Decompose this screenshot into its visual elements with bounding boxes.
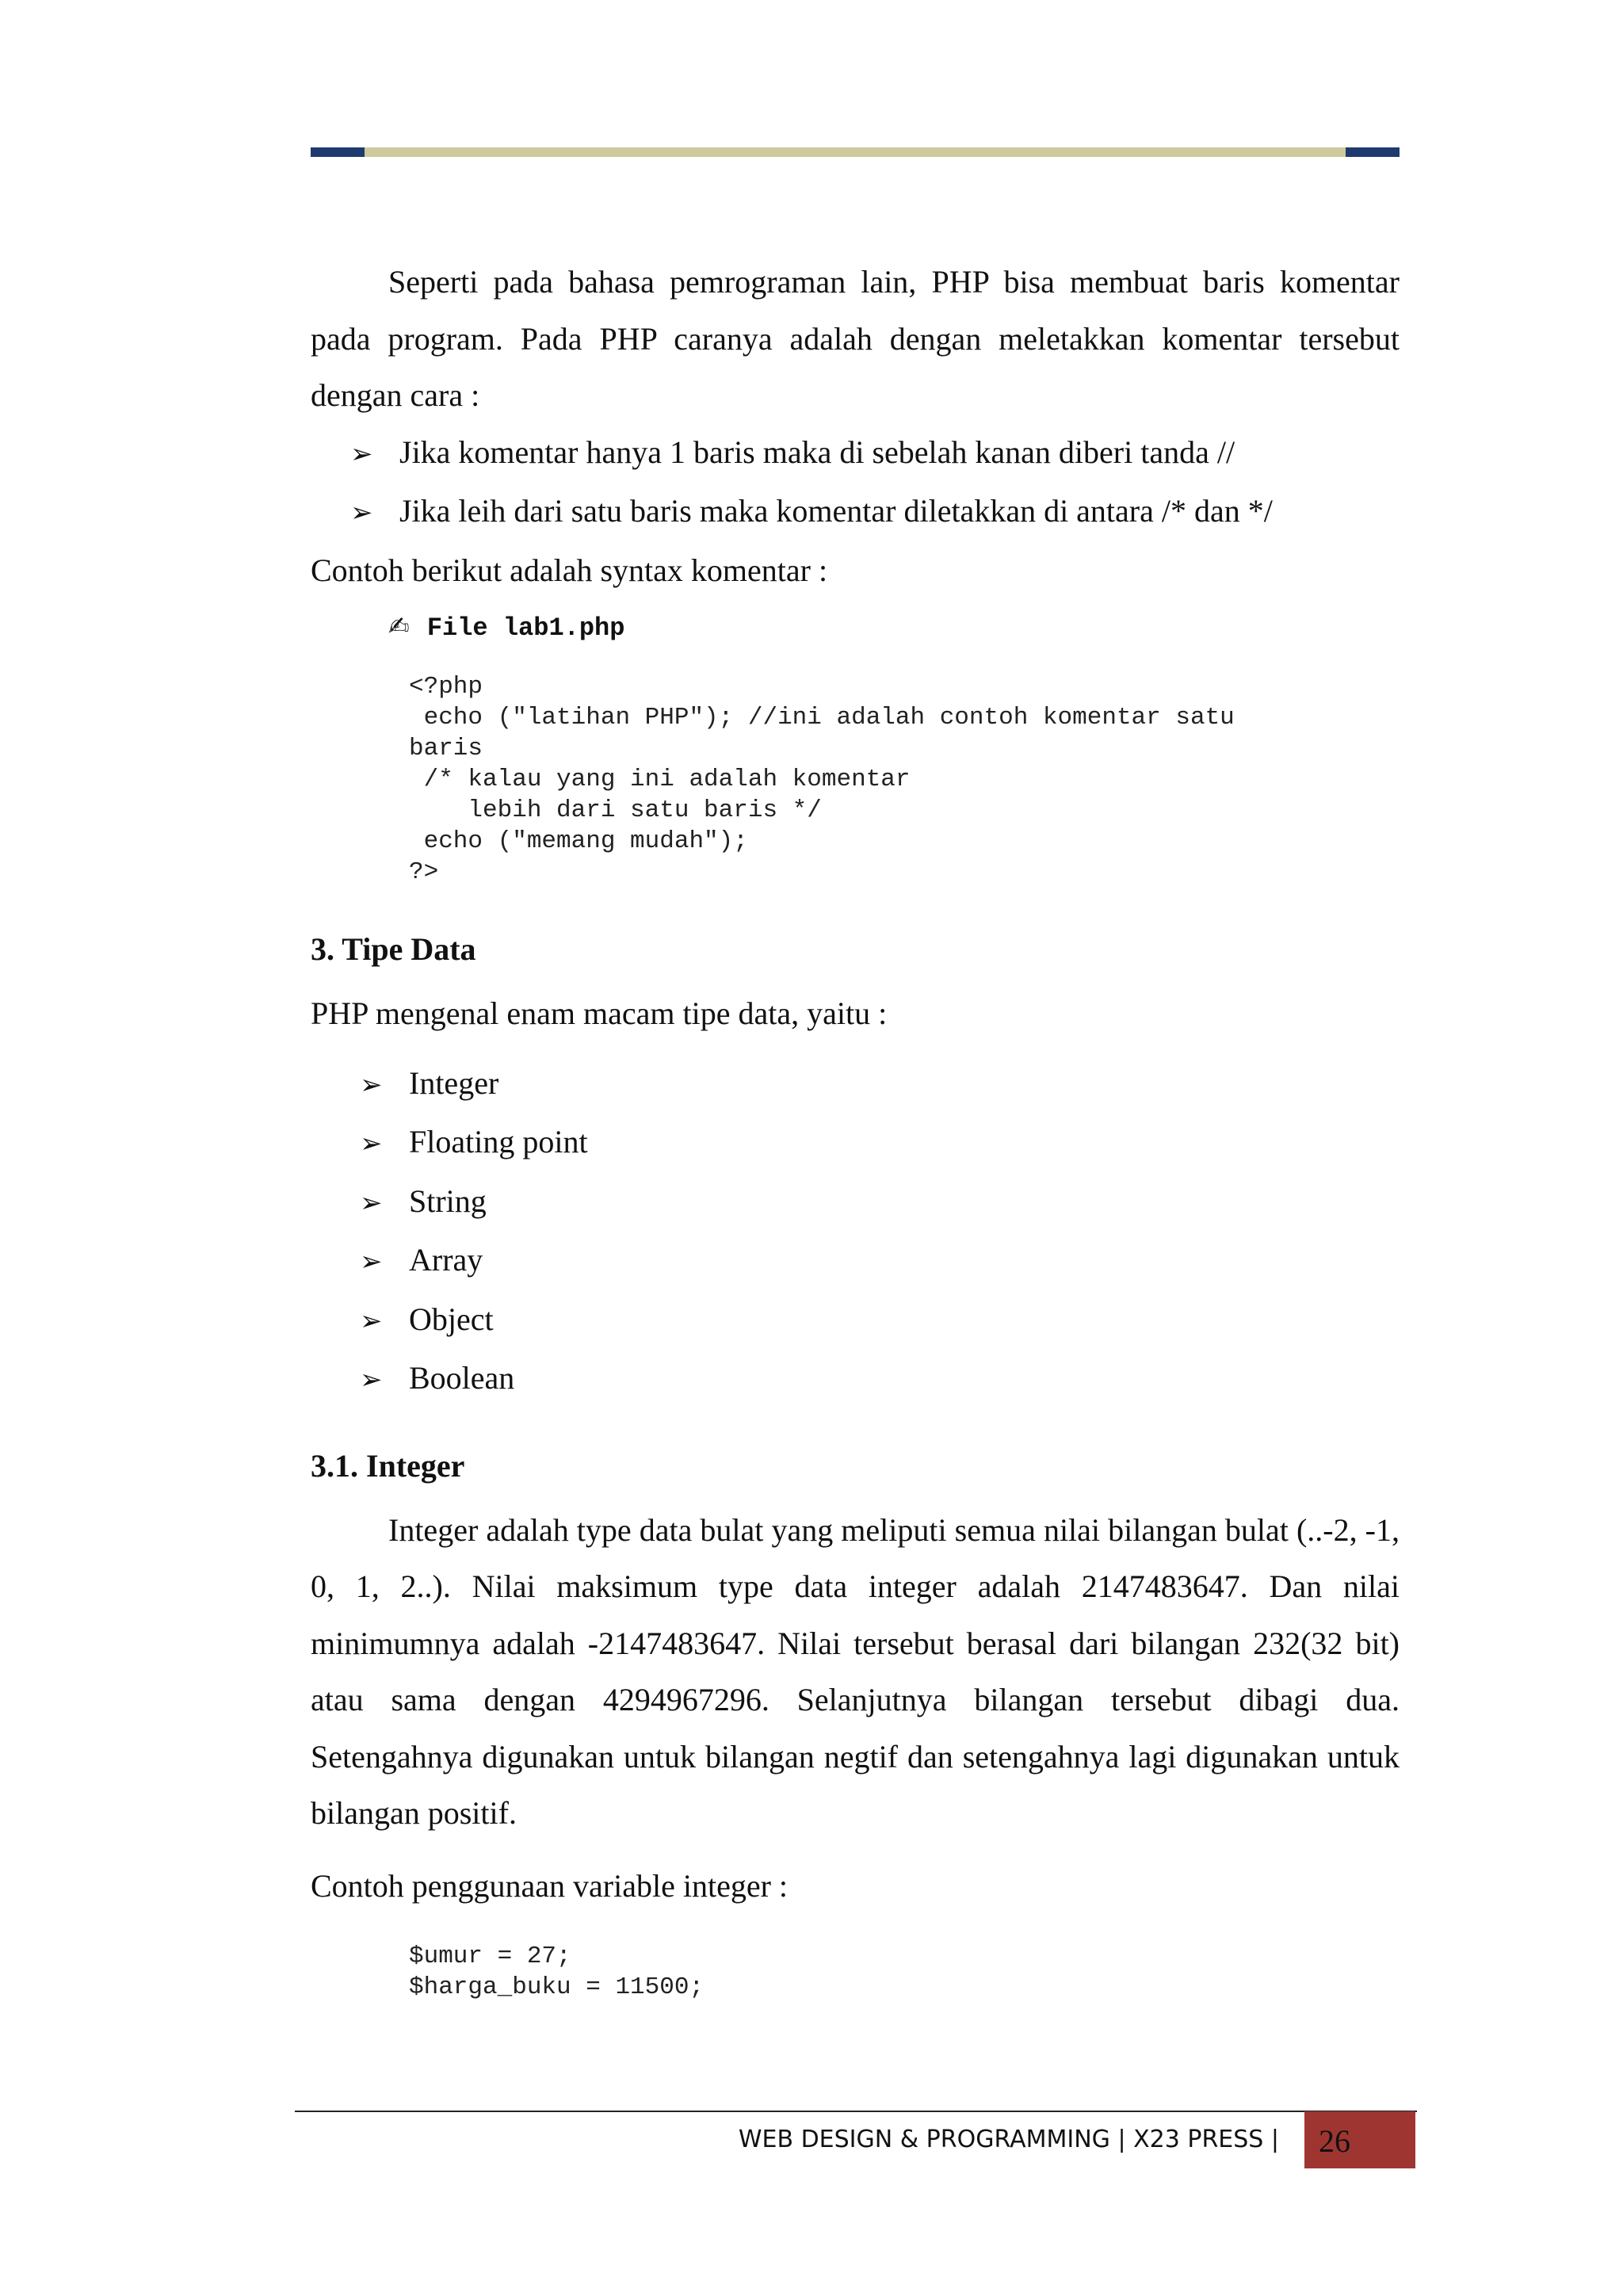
footer-rule [295, 2111, 1417, 2112]
intro-paragraph: Seperti pada bahasa pemrograman lain, PHP bisa membuat baris komentar pada program. Pada PHP caranya adalah dengan meletakkan komentar tersebut dengan cara : [311, 264, 1400, 413]
page-number: 26 [1319, 2123, 1350, 2159]
list-item: ➢ Jika komentar hanya 1 baris maka di sebelah kanan diberi tanda // [311, 424, 1400, 483]
file-label: ✍ File lab1.php [388, 611, 625, 643]
list-item: ➢ Boolean [311, 1350, 1400, 1409]
comment-rules-list [311, 424, 1400, 542]
integer-paragraph: Integer adalah type data bulat yang meliputi semua nilai bilangan bulat (..-2, -1, 0, 1, 2..). Nilai maksimum type data integer adalah 2147483647. Dan nilai minimumnya adalah -2147483647. Nilai tersebut berasal dari bilangan 232(32 bit) atau sama dengan 4294967296. Selanjutnya bilangan tersebut dibagi dua. Setengahnya digunakan untuk bilangan negtif dan setengahnya lagi digunakan untuk bilangan positif. [311, 1511, 1400, 1831]
arrow-bullet-icon: ➢ [350, 497, 373, 529]
page-number-box [1304, 2111, 1415, 2168]
list-item: ➢ Object [311, 1291, 1400, 1350]
header-rule [311, 147, 1400, 157]
arrow-bullet-icon: ➢ [360, 1068, 383, 1101]
tipe-data-lead: PHP mengenal enam macam tipe data, yaitu : [311, 995, 888, 1031]
pen-icon: ✍ [388, 611, 410, 641]
code-block-integer: $umur = 27; $harga_buku = 11500; [409, 1943, 705, 2001]
list-item: ➢ Integer [311, 1055, 1400, 1114]
section-heading-integer: 3.1. Integer [311, 1447, 465, 1484]
list-item: ➢ String [311, 1173, 1400, 1232]
arrow-bullet-icon: ➢ [360, 1305, 383, 1337]
section-heading-tipe-data: 3. Tipe Data [311, 931, 476, 967]
header-rule-right-cap [1346, 147, 1400, 157]
header-rule-left-cap [311, 147, 365, 157]
arrow-bullet-icon: ➢ [350, 437, 373, 470]
arrow-bullet-icon: ➢ [360, 1186, 383, 1219]
page-content [311, 254, 1400, 2003]
list-item: ➢ Array [311, 1232, 1400, 1291]
list-item: ➢ Jika leih dari satu baris maka komentar diletakkan di antara /* dan */ [311, 483, 1400, 542]
arrow-bullet-icon: ➢ [360, 1364, 383, 1396]
list-item: ➢ Floating point [311, 1114, 1400, 1173]
code-block-lab1: <?php echo ("latihan PHP"); //ini adalah contoh komentar satu baris /* kalau yang ini adalah komentar lebih dari satu baris */ echo ("memang mudah"); ?> [409, 673, 1235, 886]
integer-example-lead: Contoh penggunaan variable integer : [311, 1867, 789, 1904]
arrow-bullet-icon: ➢ [360, 1246, 383, 1278]
data-types-list [311, 1055, 1400, 1409]
arrow-bullet-icon: ➢ [360, 1128, 383, 1159]
footer-text: WEB DESIGN & PROGRAMMING | X23 PRESS | [738, 2126, 1279, 2153]
example-lead: Contoh berikut adalah syntax komentar : [311, 552, 828, 588]
